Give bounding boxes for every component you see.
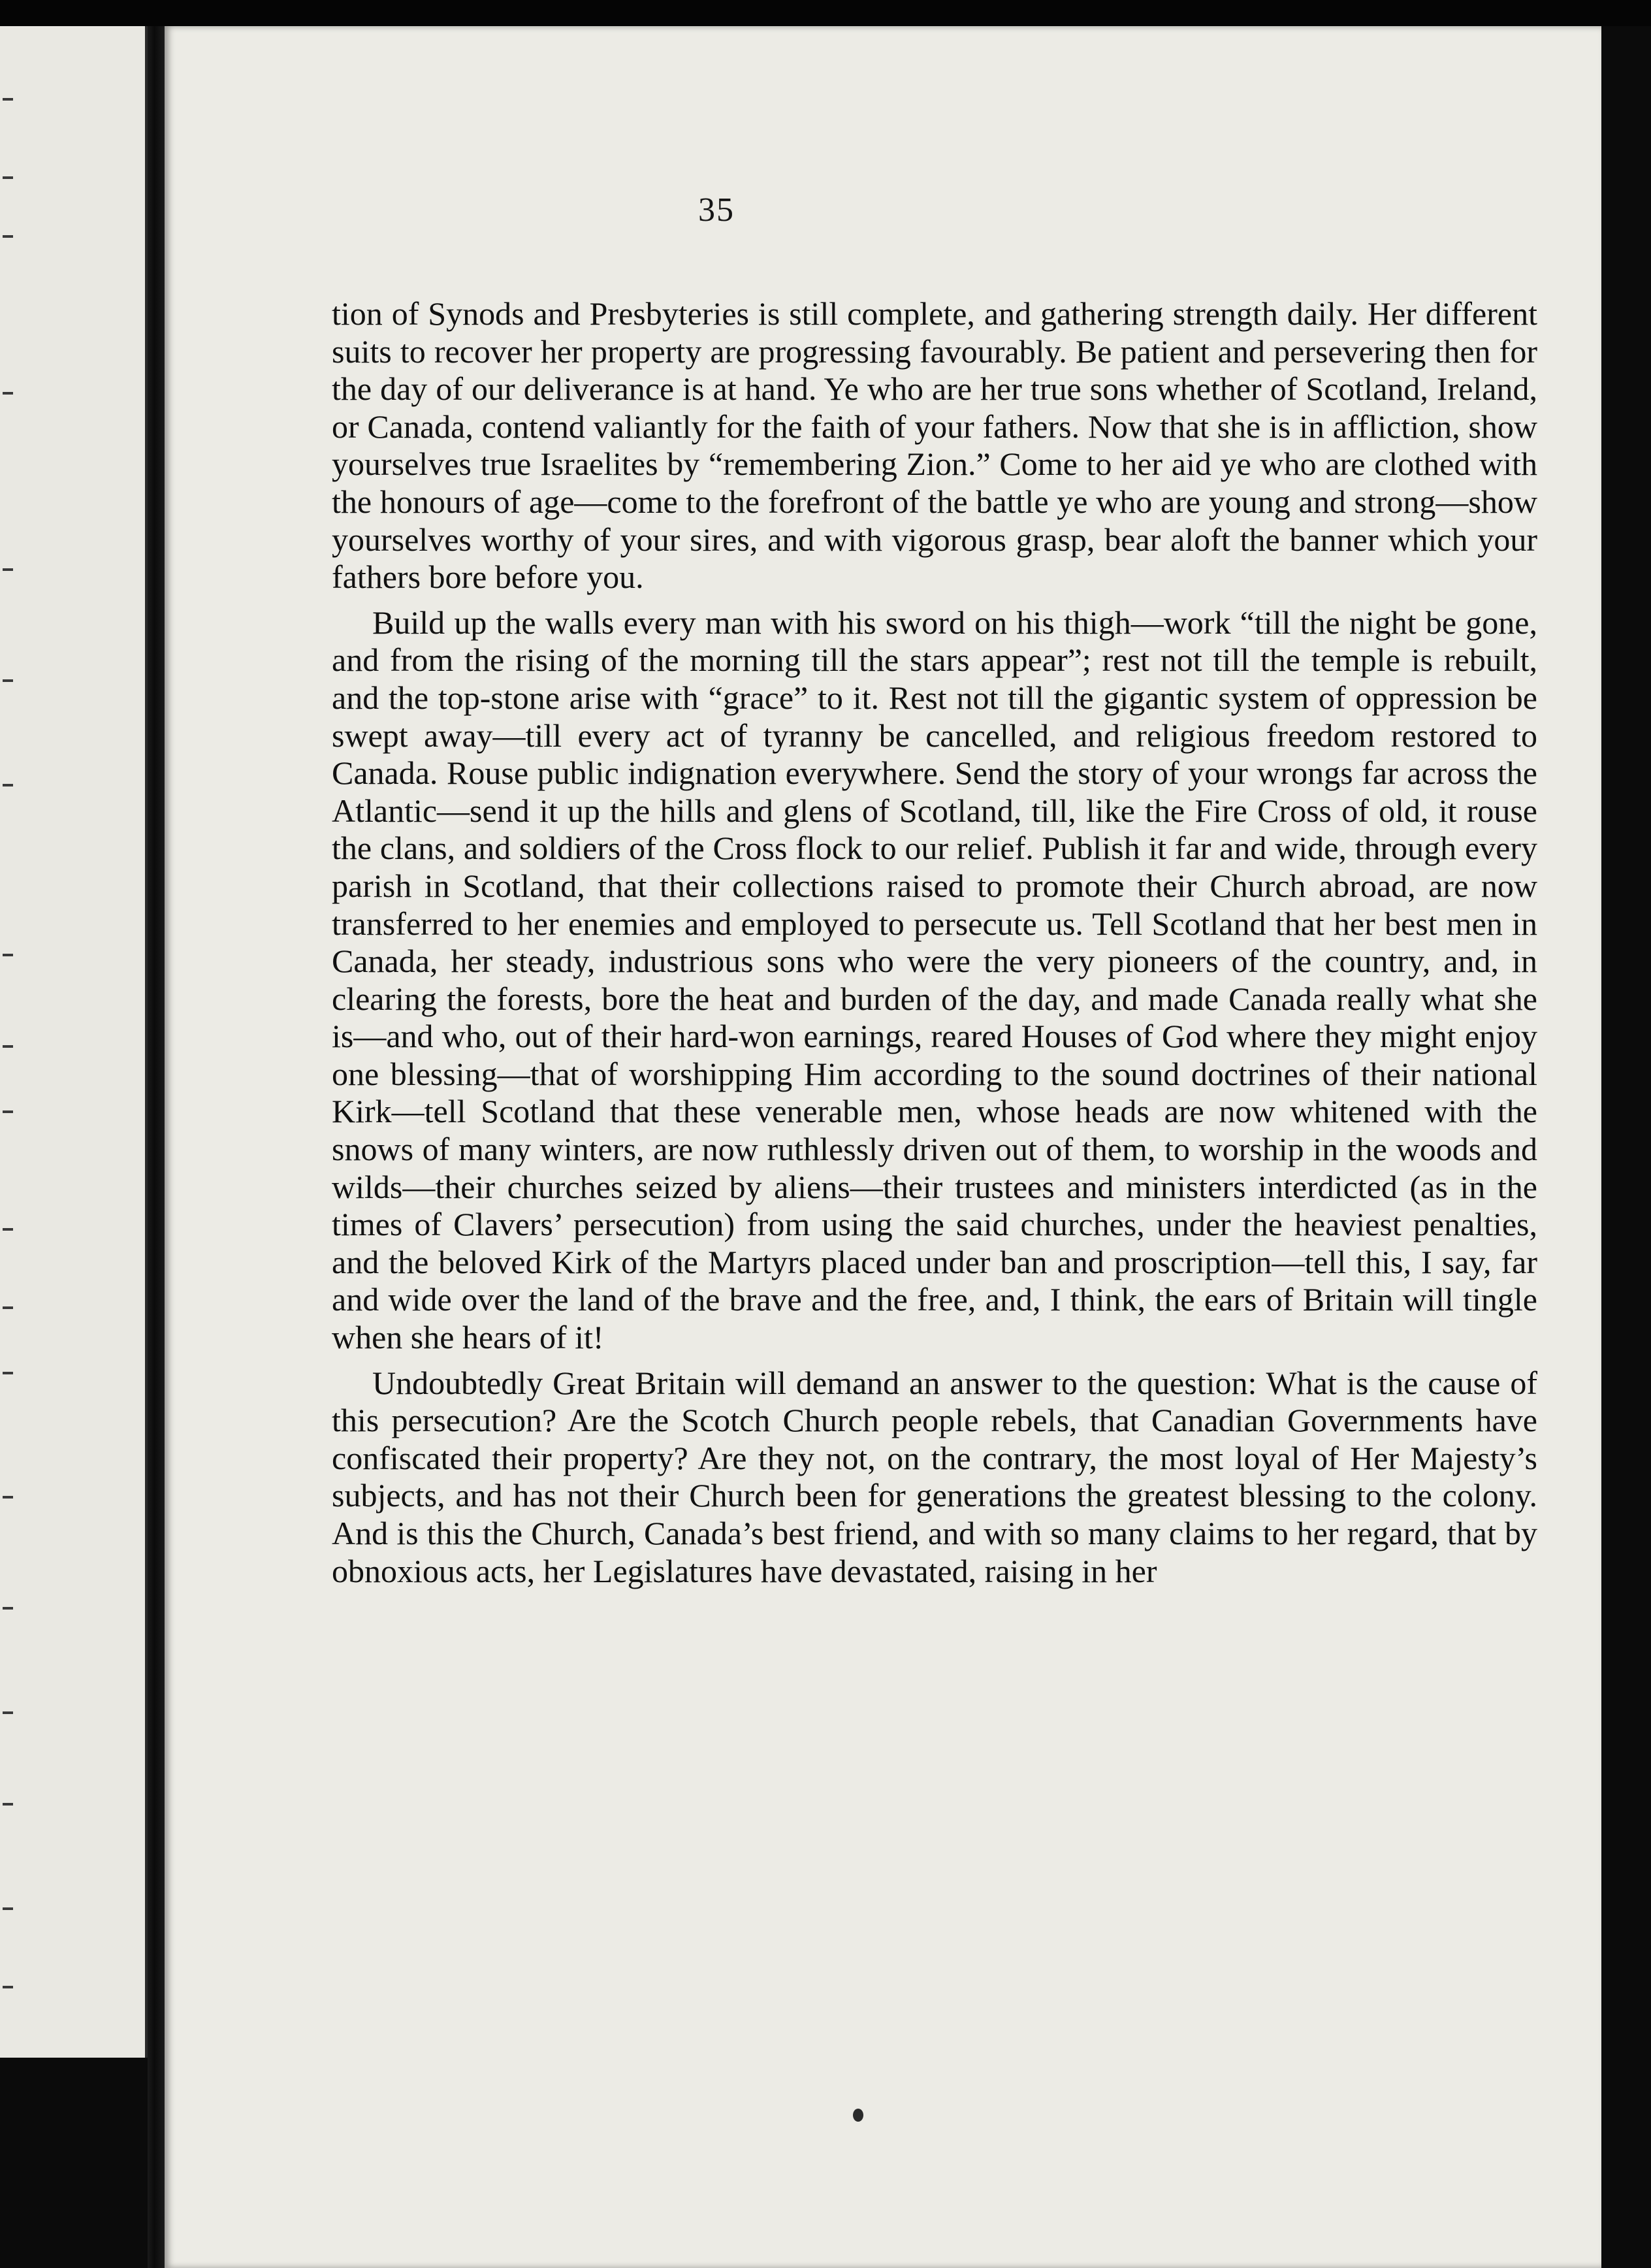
paragraph-undoubtedly: Undoubtedly Great Britain will demand an answer to the question: What is the cause of this persecution? Are the Scotch Church people rebels, that Canadian Governments have confiscated their property? Are they not, on the contrary, the most loyal of Her Majesty’s subjects, and has not their Church been for generations the greatest blessing to the colony. And is this the Church, Canada’s best friend, and with so many claims to her regard, that by obnoxious acts, her Legislatures have devastated, raising in her (332, 1364, 1537, 1589)
ink-smudge (853, 2109, 863, 2122)
book-page (165, 26, 1601, 2268)
scanner-right-edge (1601, 26, 1651, 2268)
book-gutter (148, 26, 165, 2268)
paragraph-continuation: tion of Synods and Presbyteries is still complete, and gathering strength daily. Her different suits to recover her property are progressing favourably. Be patient and persevering then for the day of our deliverance is at hand. Ye who are her true sons whether of Scotland, Ireland, or Canada, contend valiantly for the faith of your fathers. Now that she is in affliction, show yourselves true Israelites by “remembering Zion.” Come to her aid ye who are clothed with the honours of age—come to the forefront of the battle ye who are young and strong—show yourselves worthy of your sires, and with vigorous grasp, bear aloft the banner which your fathers bore before you. (332, 295, 1537, 596)
scanner-top-band (0, 0, 1651, 29)
facing-page-marks (0, 26, 26, 2058)
facing-page-edge (0, 26, 148, 2058)
paragraph-build-up-the-walls: Build up the walls every man with his sword on his thigh—work “till the night be gone, and from the rising of the morning till the stars appear”; rest not till the temple is rebuilt, and the top-stone arise with “grace” to it. Rest not till the gigantic system of oppression be swept away—till every act of tyranny be cancelled, and religious freedom restored to Canada. Rouse public indignation everywhere. Send the story of your wrongs far across the Atlantic—send it up the hills and glens of Scotland, till, like the Fire Cross of old, it rouse the clans, and soldiers of the Cross flock to our relief. Publish it far and wide, through every parish in Scotland, that their collections raised to promote their Church abroad, are now transferred to her enemies and employed to persecute us. Tell Scotland that her best men in Canada, her steady, industrious sons who were the very pioneers of the country, and, in clearing the forests, bore the heat and burden of the day, and made Canada really what she is—and who, out of their hard-won earnings, reared Houses of God where they might enjoy one blessing—that of worshipping Him according to the sound doctrines of their national Kirk—tell Scotland that these venerable men, whose heads are now whitened with the snows of many winters, are now ruthlessly driven out of them, to worship in the woods and wilds—their churches seized by aliens—their trustees and ministers interdicted (as in the times of Clavers’ persecution) from using the said churches, under the heaviest penalties, and the beloved Kirk of the Martyrs placed under ban and proscription—tell this, I say, far and wide over the land of the brave and the free, and, I think, the ears of Britain will tingle when she hears of it! (332, 604, 1537, 1356)
page-number: 35 (698, 191, 735, 229)
page-body-text (332, 295, 1537, 1598)
